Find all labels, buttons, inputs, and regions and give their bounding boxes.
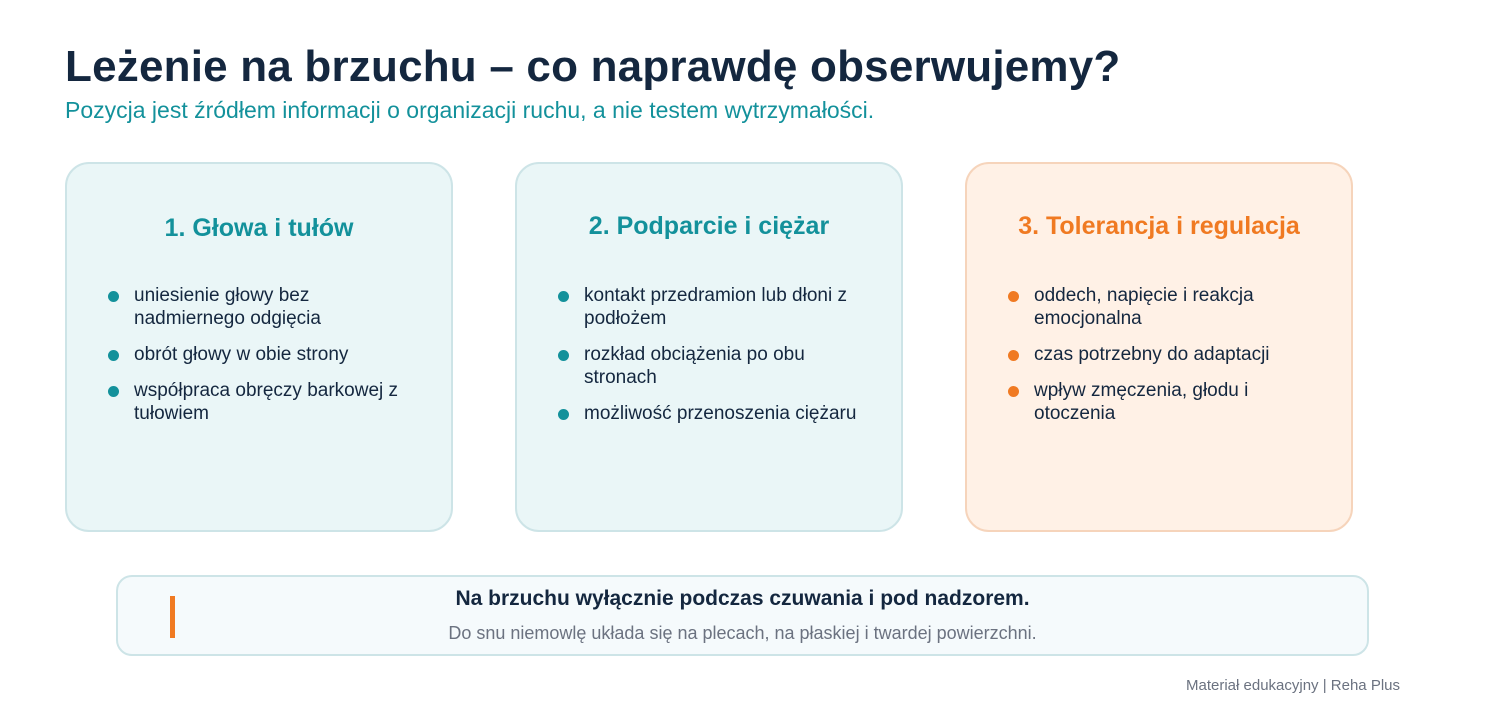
bullet-dot-icon [558, 291, 569, 302]
list-item [1007, 379, 1323, 425]
page-title: Leżenie na brzuchu – co naprawdę obserwujemy? [65, 42, 1121, 91]
list-item-text: rozkład obciążenia po obu stronach [584, 344, 805, 388]
list-item-text: współpraca obręczy barkowej z tułowiem [134, 380, 399, 424]
list-item-text: obrót głowy w obie strony [134, 344, 349, 365]
list-item [1007, 343, 1323, 366]
footer-credit: Materiał edukacyjny | Reha Plus [1186, 677, 1400, 694]
note-text: Do snu niemowlę układa się na plecach, na płaskiej i twardej powierzchni. [448, 623, 1037, 643]
bullet-dot-icon [558, 350, 569, 361]
bullet-dot-icon [108, 350, 119, 361]
card-list [557, 284, 873, 438]
card-list [107, 284, 423, 438]
safety-note [116, 575, 1369, 656]
card-title: 3. Tolerancja i regulacja [1018, 212, 1300, 240]
list-item [557, 402, 873, 425]
bullet-dot-icon [1008, 386, 1019, 397]
list-item [1007, 284, 1323, 330]
bullet-dot-icon [1008, 291, 1019, 302]
list-item-text: czas potrzebny do adaptacji [1034, 344, 1270, 365]
bullet-dot-icon [108, 291, 119, 302]
page-subtitle: Pozycja jest źródłem informacji o organizacji ruchu, a nie testem wytrzymałości. [65, 97, 875, 123]
list-item-text: kontakt przedramion lub dłoni z podłożem [584, 285, 847, 329]
list-item-text: oddech, napięcie i reakcja emocjonalna [1034, 285, 1254, 329]
card-head-and-trunk [65, 162, 453, 532]
card-support-and-weight [515, 162, 903, 532]
list-item [107, 284, 423, 330]
list-item-text: uniesienie głowy bez nadmiernego odgięcia [134, 285, 321, 329]
list-item [107, 343, 423, 366]
card-tolerance-and-regulation [965, 162, 1353, 532]
list-item-text: możliwość przenoszenia ciężaru [584, 403, 857, 424]
card-title: 1. Głowa i tułów [164, 214, 354, 242]
list-item-text: wpływ zmęczenia, głodu i otoczenia [1034, 380, 1249, 424]
list-item [557, 284, 873, 330]
bullet-dot-icon [558, 409, 569, 420]
card-list [1007, 284, 1323, 438]
list-item [557, 343, 873, 389]
bullet-dot-icon [108, 386, 119, 397]
card-title: 2. Podparcie i ciężar [588, 212, 830, 240]
note-title: Na brzuchu wyłącznie podczas czuwania i pod nadzorem. [455, 587, 1030, 610]
bullet-dot-icon [1008, 350, 1019, 361]
list-item [107, 379, 423, 425]
